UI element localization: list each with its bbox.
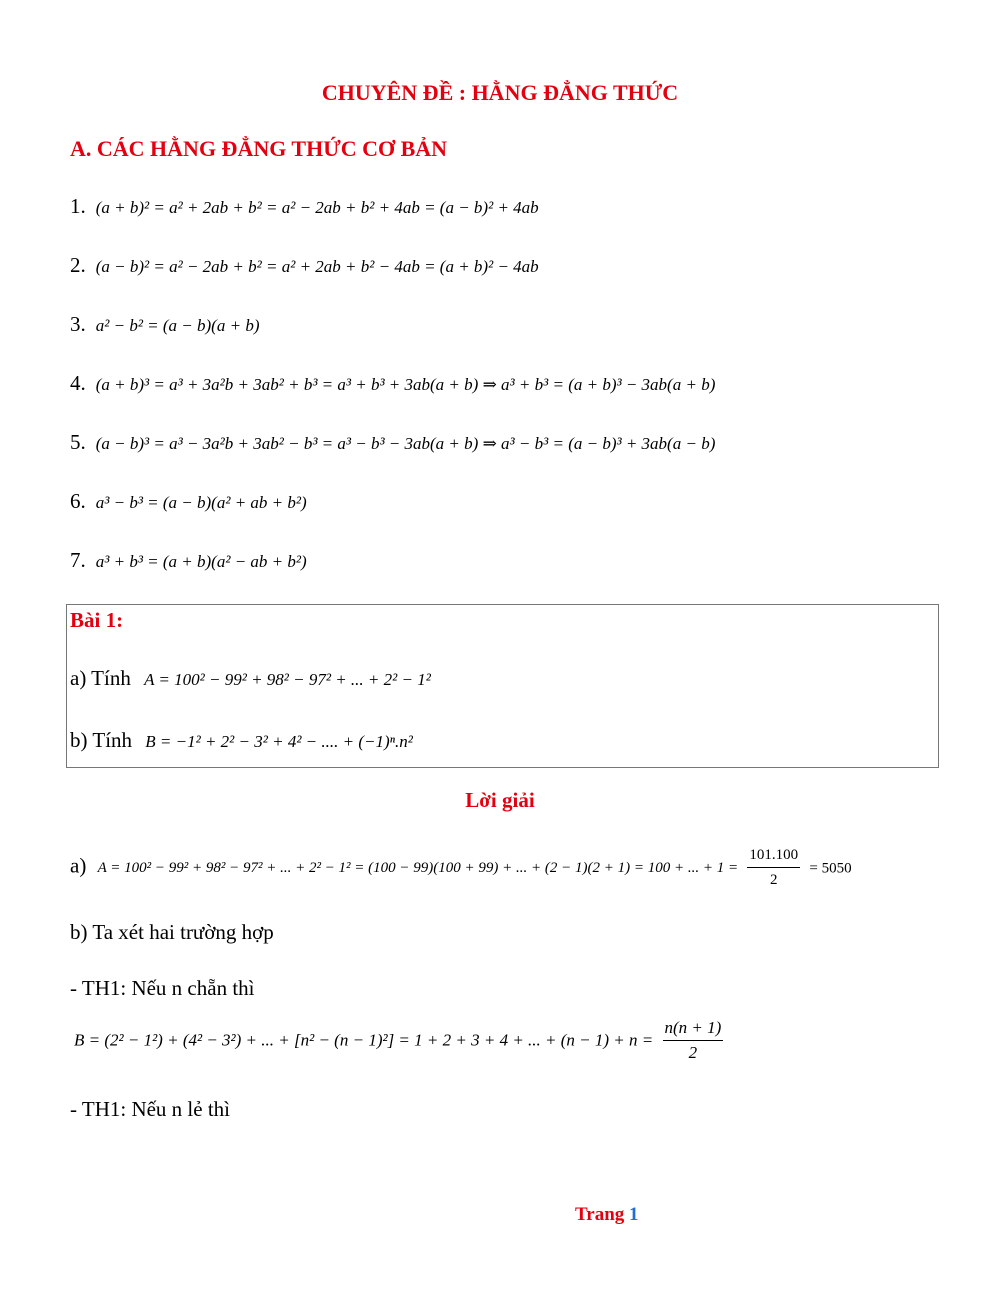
identity-number: 1. bbox=[70, 194, 86, 218]
identity-formula: (a − b)³ = a³ − 3a²b + 3ab² − b³ = a³ − b³ − 3ab(a + b) ⇒ a³ − b³ = (a − b)³ + 3ab(a − b) bbox=[95, 434, 716, 453]
identity-number: 7. bbox=[70, 548, 86, 572]
identity-5 bbox=[70, 430, 715, 455]
exercise-heading: Bài 1: bbox=[70, 608, 124, 632]
identity-number: 4. bbox=[70, 371, 86, 395]
page-footer bbox=[575, 1204, 639, 1226]
solution-part-a bbox=[70, 843, 852, 892]
exercise-a-label: a) Tính bbox=[70, 666, 131, 690]
exercise-part-b bbox=[70, 728, 413, 753]
solution-case-1: - TH1: Nếu n chẵn thì bbox=[70, 976, 255, 1000]
solution-heading: Lời giải bbox=[465, 788, 535, 812]
identity-4 bbox=[70, 371, 715, 396]
solution-a-fraction bbox=[747, 843, 800, 892]
solution-case-2: - TH1: Nếu n lẻ thì bbox=[70, 1097, 231, 1121]
identity-formula: (a − b)² = a² − 2ab + b² = a² + 2ab + b² − 4ab = (a + b)² − 4ab bbox=[95, 257, 539, 276]
identity-6 bbox=[70, 489, 307, 514]
solution-case-1-formula-line bbox=[74, 1016, 727, 1065]
identity-number: 5. bbox=[70, 430, 86, 454]
identity-formula: (a + b)³ = a³ + 3a²b + 3ab² + b³ = a³ + b³ + 3ab(a + b) ⇒ a³ + b³ = (a + b)³ − 3ab(a + b) bbox=[95, 375, 716, 394]
identity-formula: (a + b)² = a² + 2ab + b² = a² − 2ab + b² + 4ab = (a − b)² + 4ab bbox=[95, 198, 539, 217]
identity-formula: a³ + b³ = (a + b)(a² − ab + b²) bbox=[95, 552, 307, 571]
solution-case-1-fraction bbox=[663, 1016, 724, 1065]
exercise-part-a bbox=[70, 666, 431, 691]
fraction-denominator: 2 bbox=[770, 872, 778, 888]
exercise-b-label: b) Tính bbox=[70, 728, 133, 752]
exercise-b-formula: B = −1² + 2² − 3² + 4² − .... + (−1)ⁿ.n² bbox=[145, 732, 413, 751]
fraction-denominator: 2 bbox=[688, 1043, 698, 1062]
solution-a-formula: A = 100² − 99² + 98² − 97² + ... + 2² − 1² = (100 − 99)(100 + 99) + ... + (2 − 1)(2 + 1) = 100 + ... + 1 = bbox=[97, 860, 739, 877]
identity-formula: a² − b² = (a − b)(a + b) bbox=[95, 316, 260, 335]
identity-number: 2. bbox=[70, 253, 86, 277]
identity-3 bbox=[70, 312, 259, 337]
solution-a-result: = 5050 bbox=[809, 860, 852, 877]
identity-2 bbox=[70, 253, 539, 278]
identity-number: 6. bbox=[70, 489, 86, 513]
section-heading: A. CÁC HẰNG ĐẲNG THỨC CƠ BẢN bbox=[70, 136, 448, 161]
identity-7 bbox=[70, 548, 307, 573]
identity-number: 3. bbox=[70, 312, 86, 336]
page-title: CHUYÊN ĐỀ : HẰNG ĐẲNG THỨC bbox=[321, 80, 679, 105]
solution-case-1-formula: B = (2² − 1²) + (4² − 3²) + ... + [n² − (n − 1)²] = 1 + 2 + 3 + 4 + ... + (n − 1) + n = bbox=[74, 1030, 654, 1050]
page-number: 1 bbox=[629, 1204, 639, 1225]
identity-formula: a³ − b³ = (a − b)(a² + ab + b²) bbox=[95, 493, 307, 512]
identity-1 bbox=[70, 194, 539, 219]
solution-a-label: a) bbox=[70, 853, 87, 878]
fraction-numerator: 101.100 bbox=[747, 843, 800, 868]
exercise-a-formula: A = 100² − 99² + 98² − 97² + ... + 2² − 1² bbox=[144, 670, 431, 689]
footer-label: Trang bbox=[575, 1204, 625, 1225]
solution-b-intro: b) Ta xét hai trường hợp bbox=[70, 920, 274, 944]
fraction-numerator: n(n + 1) bbox=[663, 1016, 724, 1041]
